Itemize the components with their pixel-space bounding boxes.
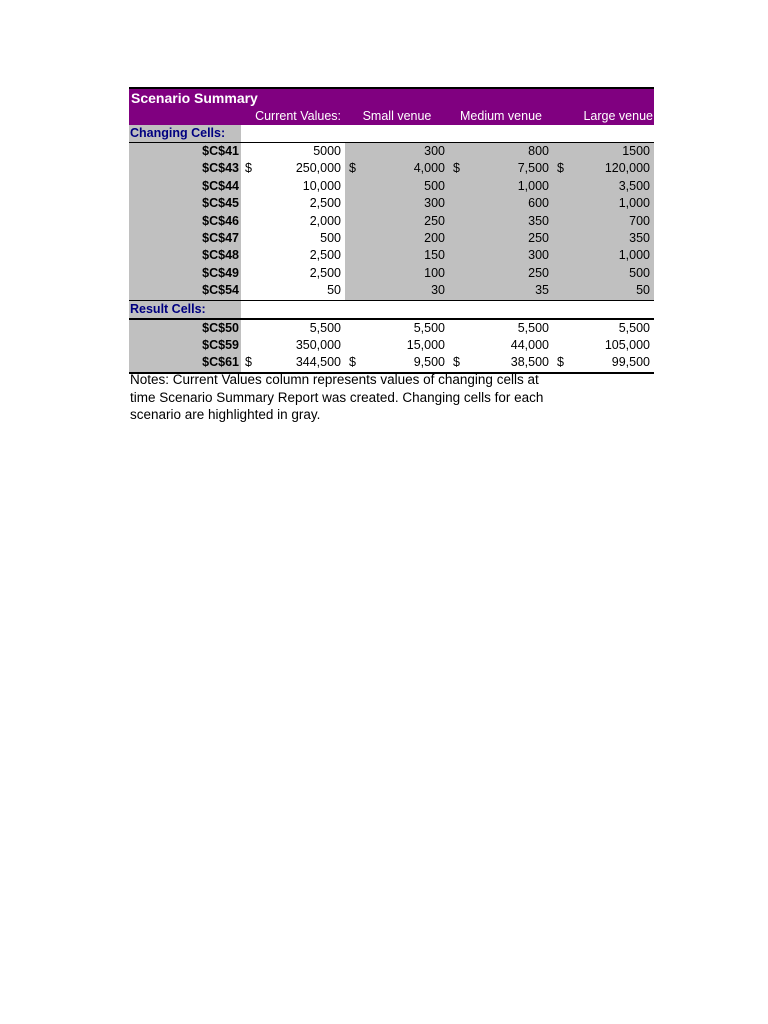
cell-value: 250 — [528, 230, 549, 245]
value-cell-large — [553, 160, 654, 177]
value-cell-medium — [449, 337, 553, 354]
cell-reference-label: $C$45 — [129, 195, 241, 212]
cell-value: 150 — [424, 248, 445, 263]
value-cell-large — [553, 247, 654, 264]
header-medium-venue: Medium venue — [460, 109, 542, 123]
value-cell-small — [345, 337, 449, 354]
value-cell-large — [553, 354, 654, 371]
value-cell-cur — [241, 265, 345, 282]
result-cells-label: Result Cells: — [129, 301, 241, 318]
cell-value: 5,500 — [618, 320, 650, 335]
table-row — [129, 230, 654, 247]
value-cell-cur — [241, 213, 345, 230]
cell-value: 500 — [320, 230, 341, 245]
cell-reference-label: $C$59 — [129, 337, 241, 354]
value-cell-cur — [241, 143, 345, 160]
cell-value: 250 — [424, 213, 445, 228]
value-cell-medium — [449, 265, 553, 282]
value-cell-small — [345, 178, 449, 195]
value-cell-medium — [449, 230, 553, 247]
value-cell-small — [345, 230, 449, 247]
cell-value: 38,500 — [510, 355, 549, 370]
cell-value: 300 — [424, 196, 445, 211]
value-cell-medium — [449, 195, 553, 212]
value-cell-medium — [449, 160, 553, 177]
table-row — [129, 247, 654, 264]
cell-value: 30 — [431, 283, 445, 298]
cell-value: 1,000 — [618, 196, 650, 211]
cell-reference-label: $C$48 — [129, 247, 241, 264]
cell-value: 50 — [327, 283, 341, 298]
cell-reference-label: $C$50 — [129, 320, 241, 337]
notes-line: Notes: Current Values column represents values of changing cells at — [130, 372, 539, 387]
value-cell-medium — [449, 354, 553, 371]
table-row — [129, 354, 654, 371]
value-cell-medium — [449, 320, 553, 337]
value-cell-small — [345, 320, 449, 337]
cell-value: 700 — [629, 213, 650, 228]
value-cell-cur — [241, 178, 345, 195]
cell-value: 2,500 — [309, 265, 341, 280]
currency-symbol: $ — [453, 355, 460, 370]
value-cell-cur — [241, 160, 345, 177]
value-cell-large — [553, 320, 654, 337]
table-row — [129, 195, 654, 212]
value-cell-small — [345, 354, 449, 371]
header-small-venue: Small venue — [362, 109, 432, 123]
report-title: Scenario Summary — [129, 87, 654, 108]
cell-value: 2,500 — [309, 196, 341, 211]
cell-value: 5,500 — [413, 320, 445, 335]
changing-cells-section — [129, 125, 654, 143]
notes-line: time Scenario Summary Report was created. Changing cells for each — [130, 389, 544, 405]
currency-symbol: $ — [557, 161, 564, 176]
value-cell-small — [345, 160, 449, 177]
cell-value: 1,000 — [517, 178, 549, 193]
cell-reference-label: $C$61 — [129, 354, 241, 371]
value-cell-medium — [449, 282, 553, 299]
table-row — [129, 337, 654, 354]
cell-value: 100 — [424, 265, 445, 280]
value-cell-cur — [241, 320, 345, 337]
currency-symbol: $ — [453, 161, 460, 176]
value-cell-large — [553, 143, 654, 160]
changing-cells-label: Changing Cells: — [129, 125, 241, 142]
cell-reference-label: $C$43 — [129, 160, 241, 177]
table-row — [129, 160, 654, 177]
value-cell-large — [553, 195, 654, 212]
cell-reference-label: $C$41 — [129, 143, 241, 160]
cell-value: 350,000 — [295, 337, 341, 352]
currency-symbol: $ — [557, 355, 564, 370]
table-row — [129, 143, 654, 160]
cell-reference-label: $C$49 — [129, 265, 241, 282]
changing-cells-block — [129, 143, 654, 301]
header-large-venue: Large venue — [583, 109, 653, 123]
cell-value: 3,500 — [618, 178, 650, 193]
value-cell-small — [345, 282, 449, 299]
cell-value: 300 — [528, 248, 549, 263]
currency-symbol: $ — [245, 355, 252, 370]
cell-value: 50 — [636, 283, 650, 298]
cell-reference-label: $C$46 — [129, 213, 241, 230]
cell-reference-label: $C$47 — [129, 230, 241, 247]
currency-symbol: $ — [349, 355, 356, 370]
cell-value: 9,500 — [413, 355, 445, 370]
value-cell-cur — [241, 195, 345, 212]
value-cell-medium — [449, 143, 553, 160]
cell-value: 600 — [528, 196, 549, 211]
cell-value: 105,000 — [604, 337, 650, 352]
column-header-row — [129, 108, 654, 125]
value-cell-cur — [241, 337, 345, 354]
result-cells-section — [129, 301, 654, 319]
cell-value: 5,500 — [309, 320, 341, 335]
value-cell-cur — [241, 354, 345, 371]
cell-value: 200 — [424, 230, 445, 245]
table-row — [129, 282, 654, 299]
value-cell-cur — [241, 282, 345, 299]
value-cell-medium — [449, 213, 553, 230]
scenario-summary-table — [129, 87, 654, 374]
value-cell-small — [345, 195, 449, 212]
cell-value: 500 — [629, 265, 650, 280]
cell-value: 15,000 — [406, 337, 445, 352]
cell-value: 10,000 — [302, 178, 341, 193]
notes-line: scenario are highlighted in gray. — [130, 407, 321, 422]
cell-value: 7,500 — [517, 161, 549, 176]
table-row — [129, 320, 654, 337]
table-row — [129, 213, 654, 230]
cell-value: 5000 — [313, 144, 341, 158]
value-cell-small — [345, 143, 449, 160]
value-cell-cur — [241, 230, 345, 247]
value-cell-large — [553, 282, 654, 299]
value-cell-small — [345, 265, 449, 282]
value-cell-large — [553, 337, 654, 354]
table-row — [129, 265, 654, 282]
currency-symbol: $ — [245, 161, 252, 176]
value-cell-large — [553, 265, 654, 282]
cell-reference-label: $C$44 — [129, 178, 241, 195]
result-cells-block — [129, 319, 654, 374]
value-cell-small — [345, 247, 449, 264]
cell-value: 500 — [424, 178, 445, 193]
cell-reference-label: $C$54 — [129, 282, 241, 299]
header-blank — [129, 108, 241, 125]
cell-value: 344,500 — [295, 355, 341, 370]
cell-value: 800 — [528, 144, 549, 158]
cell-value: 250,000 — [295, 161, 341, 176]
value-cell-medium — [449, 178, 553, 195]
value-cell-cur — [241, 247, 345, 264]
cell-value: 2,500 — [309, 248, 341, 263]
cell-value: 350 — [629, 230, 650, 245]
notes — [130, 371, 570, 424]
cell-value: 44,000 — [510, 337, 549, 352]
cell-value: 1,000 — [618, 248, 650, 263]
header-current-values: Current Values: — [255, 109, 341, 123]
value-cell-large — [553, 213, 654, 230]
cell-value: 120,000 — [604, 161, 650, 176]
value-cell-large — [553, 230, 654, 247]
cell-value: 300 — [424, 144, 445, 158]
cell-value: 1500 — [622, 144, 650, 158]
cell-value: 4,000 — [413, 161, 445, 176]
cell-value: 5,500 — [517, 320, 549, 335]
table-row — [129, 178, 654, 195]
value-cell-small — [345, 213, 449, 230]
cell-value: 250 — [528, 265, 549, 280]
cell-value: 99,500 — [611, 355, 650, 370]
currency-symbol: $ — [349, 161, 356, 176]
cell-value: 350 — [528, 213, 549, 228]
value-cell-medium — [449, 247, 553, 264]
cell-value: 35 — [535, 283, 549, 298]
cell-value: 2,000 — [309, 213, 341, 228]
value-cell-large — [553, 178, 654, 195]
